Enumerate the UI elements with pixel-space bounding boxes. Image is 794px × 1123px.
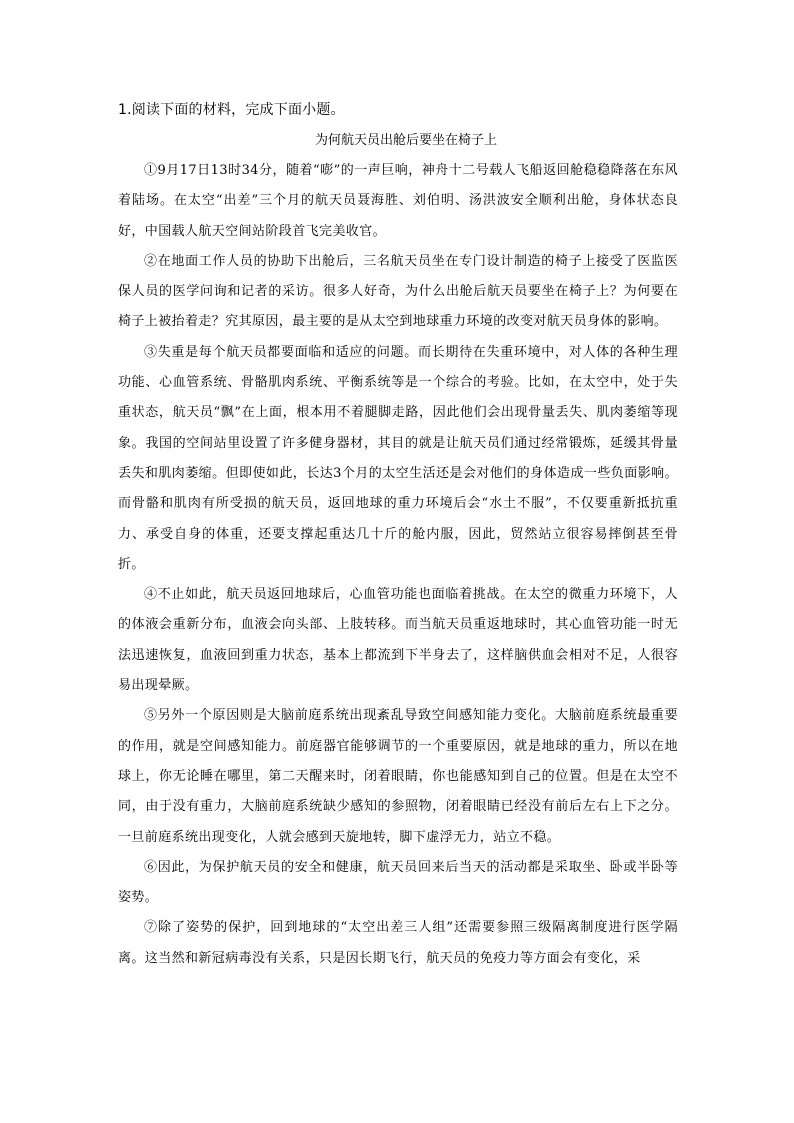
paragraph-1: ①9月17日13时34分，随着“嘭”的一声巨响，神舟十二号载人飞船返回舱稳稳降落在东风着陆场。在太空“出差”三个月的航天员聂海胜、刘伯明、汤洪波安全顺利出舱，身体状态良好，中国载人航天空间站阶段首飞完美收官。: [118, 163, 678, 239]
paragraph-6: ⑥因此，为保护航天员的安全和健康，航天员回来后当天的活动都是采取坐、卧或半卧等姿势。: [118, 859, 678, 906]
paragraph-2: ②在地面工作人员的协助下出舱后，三名航天员坐在专门设计制造的椅子上接受了医监医保人员的医学问询和记者的采访。很多人好奇，为什么出舱后航天员要坐在椅子上？为何要在椅子上被抬着走？究其原因，最主要的是从太空到地球重力环境的改变对航天员身体的影响。: [118, 253, 678, 330]
paragraph-5: ⑤另外一个原因则是大脑前庭系统出现紊乱导致空间感知能力变化。大脑前庭系统最重要的作用，就是空间感知能力。前庭器官能够调节的一个重要原因，就是地球的重力，所以在地球上，你无论睡在哪里，第二天醒来时，闭着眼睛，你也能感知到自己的位置。但是在太空不同，由于没有重力，大脑前庭系统缺少感知的参照物，闭着眼睛已经没有前后左右上下之分。一旦前庭系统出现变化，人就会感到天旋地转，脚下虚浮无力，站立不稳。: [118, 708, 678, 845]
paragraph-4: ④不止如此，航天员返回地球后，心血管功能也面临着挑战。在太空的微重力环境下，人的体液会重新分布，血液会向头部、上肢转移。而当航天员重返地球时，其心血管功能一时无法迅速恢复，血液回到重力状态，基本上都流到下半身去了，这样脑供血会相对不足，人很容易出现晕厥。: [118, 587, 678, 694]
article-title: 为何航天员出舱后要坐在椅子上: [314, 133, 497, 148]
document-content: [118, 100, 678, 974]
paragraph-7: ⑦除了姿势的保护，回到地球的“太空出差三人组”还需要参照三级隔离制度进行医学隔离。这当然和新冠病毒没有关系，只是因长期飞行，航天员的免疫力等方面会有变化，采: [118, 920, 678, 966]
paragraph-3: ③失重是每个航天员都要面临和适应的问题。而长期待在失重环境中，对人体的各种生理功能、心血管系统、骨骼肌肉系统、平衡系统等是一个综合的考验。比如，在太空中，处于失重状态，航天员“飘”在上面，根本用不着腿脚走路，因此他们会出现骨量丢失、肌肉萎缩等现象。我国的空间站里设置了许多健身器材，其目的就是让航天员们通过经常锻炼，延缓其骨量丢失和肌肉萎缩。但即使如此，长达3个月的太空生活还是会对他们的身体造成一些负面影响。而骨骼和肌肉有所受损的航天员，返回地球的重力环境后会“水土不服”，不仅要重新抵抗重力、承受自身的体重，还要支撑起重达几十斤的舱内服，因此，贸然站立很容易摔倒甚至骨折。: [118, 344, 678, 572]
question-prompt: 1.阅读下面的材料，完成下面小题。: [118, 102, 345, 118]
